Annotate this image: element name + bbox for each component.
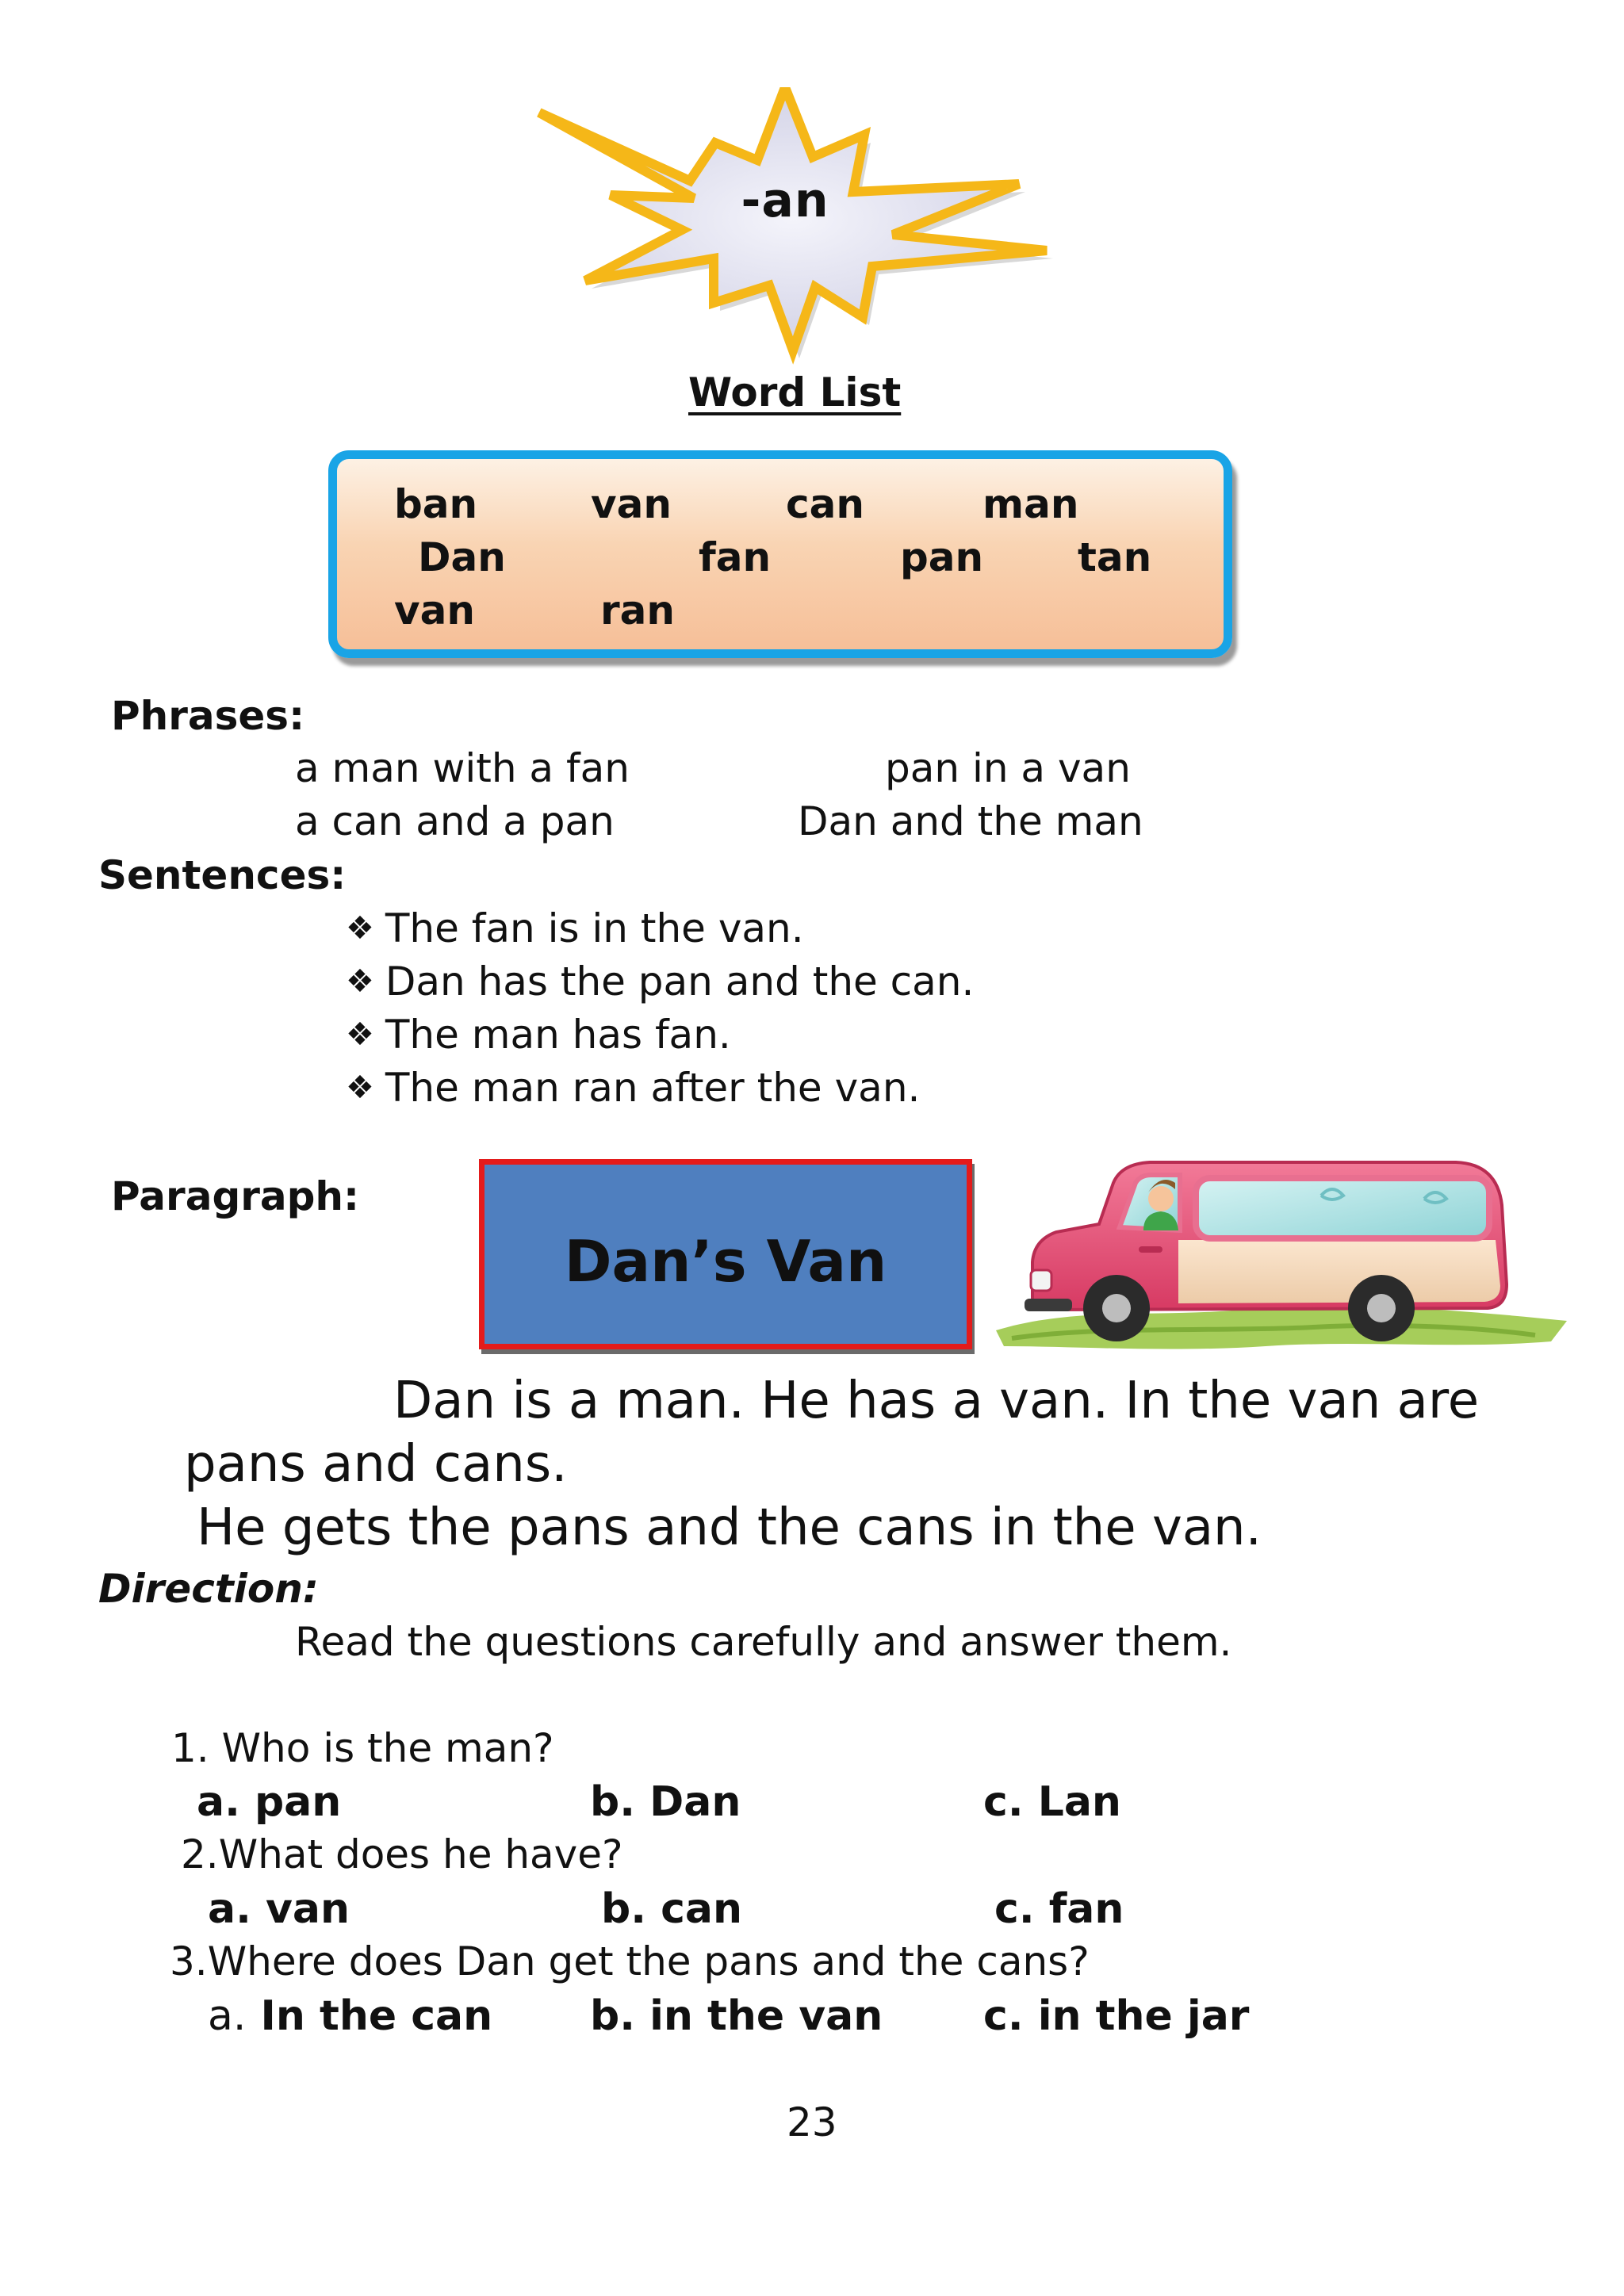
question-text: 3.Where does Dan get the pans and the cans? <box>170 1938 1090 1984</box>
direction-heading: Direction: <box>98 1566 319 1612</box>
option-letter: a. <box>208 1885 251 1933</box>
story-title-box <box>479 1159 972 1349</box>
sentence-text: Dan has the pan and the can. <box>385 959 975 1004</box>
answer-option <box>590 1778 741 1826</box>
answer-option <box>208 1992 492 2040</box>
paragraph-line: Dan is a man. He has a van. In the van are <box>393 1372 1480 1430</box>
answer-option <box>983 1992 1249 2040</box>
sentences-heading: Sentences: <box>98 852 347 898</box>
word-item: van <box>591 481 672 527</box>
question-text: 2.What does he have? <box>181 1831 623 1877</box>
option-text: fan <box>1048 1885 1124 1933</box>
word-item: man <box>982 481 1079 527</box>
sentence-item <box>346 905 804 951</box>
sentence-text: The man has fan. <box>385 1012 731 1058</box>
story-title: Dan’s Van <box>564 1228 887 1295</box>
question-text: 1. Who is the man? <box>171 1725 554 1771</box>
option-text: van <box>265 1885 350 1933</box>
van-illustration <box>980 1151 1578 1364</box>
sentence-text: The fan is in the van. <box>385 905 804 951</box>
paragraph-heading: Paragraph: <box>111 1173 360 1219</box>
page-number: 23 <box>787 2099 837 2145</box>
option-letter: c. <box>983 1778 1024 1826</box>
option-text: can <box>661 1885 743 1933</box>
phrases-heading: Phrases: <box>111 693 305 739</box>
word-list-heading: Word List <box>688 369 902 415</box>
bullet-icon: ❖ <box>346 1070 374 1106</box>
option-letter: b. <box>590 1992 635 2040</box>
paragraph-line: He gets the pans and the cans in the van. <box>197 1498 1262 1557</box>
sentence-item <box>346 959 974 1004</box>
sentence-item <box>346 1065 920 1111</box>
lesson-title: -an <box>741 173 829 228</box>
answer-option <box>208 1885 350 1933</box>
option-text: Dan <box>649 1778 741 1826</box>
word-item: Dan <box>418 534 506 580</box>
answer-option <box>197 1778 341 1826</box>
answer-option <box>590 1992 883 2040</box>
phrase-item: Dan and the man <box>798 798 1143 844</box>
option-text: in the jar <box>1037 1992 1250 2040</box>
word-item: tan <box>1078 534 1152 580</box>
option-letter: a. <box>208 1992 247 2040</box>
answer-option <box>994 1885 1124 1933</box>
sentence-item <box>346 1012 731 1058</box>
answer-option <box>601 1885 742 1933</box>
bullet-icon: ❖ <box>346 963 374 1000</box>
word-item: pan <box>900 534 984 580</box>
phrase-item: a can and a pan <box>295 798 615 844</box>
option-letter: a. <box>197 1778 240 1826</box>
answer-option <box>983 1778 1121 1826</box>
word-item: can <box>786 481 864 527</box>
bullet-icon: ❖ <box>346 1016 374 1053</box>
option-text: In the can <box>260 1992 493 2040</box>
sentence-text: The man ran after the van. <box>385 1065 921 1111</box>
option-letter: b. <box>601 1885 646 1933</box>
option-text: in the van <box>649 1992 883 2040</box>
option-text: Lan <box>1037 1778 1121 1826</box>
word-item: ban <box>394 481 478 527</box>
word-item: fan <box>699 534 772 580</box>
word-item: van <box>394 587 475 633</box>
option-letter: b. <box>590 1778 635 1826</box>
option-letter: c. <box>994 1885 1035 1933</box>
phrase-item: a man with a fan <box>295 745 630 791</box>
option-text: pan <box>254 1778 342 1826</box>
phrase-item: pan in a van <box>885 745 1131 791</box>
word-item: ran <box>600 587 675 633</box>
bullet-icon: ❖ <box>346 910 374 947</box>
option-letter: c. <box>983 1992 1024 2040</box>
word-list-box <box>328 450 1232 658</box>
paragraph-line: pans and cans. <box>184 1435 568 1494</box>
direction-text: Read the questions carefully and answer them. <box>295 1619 1232 1665</box>
